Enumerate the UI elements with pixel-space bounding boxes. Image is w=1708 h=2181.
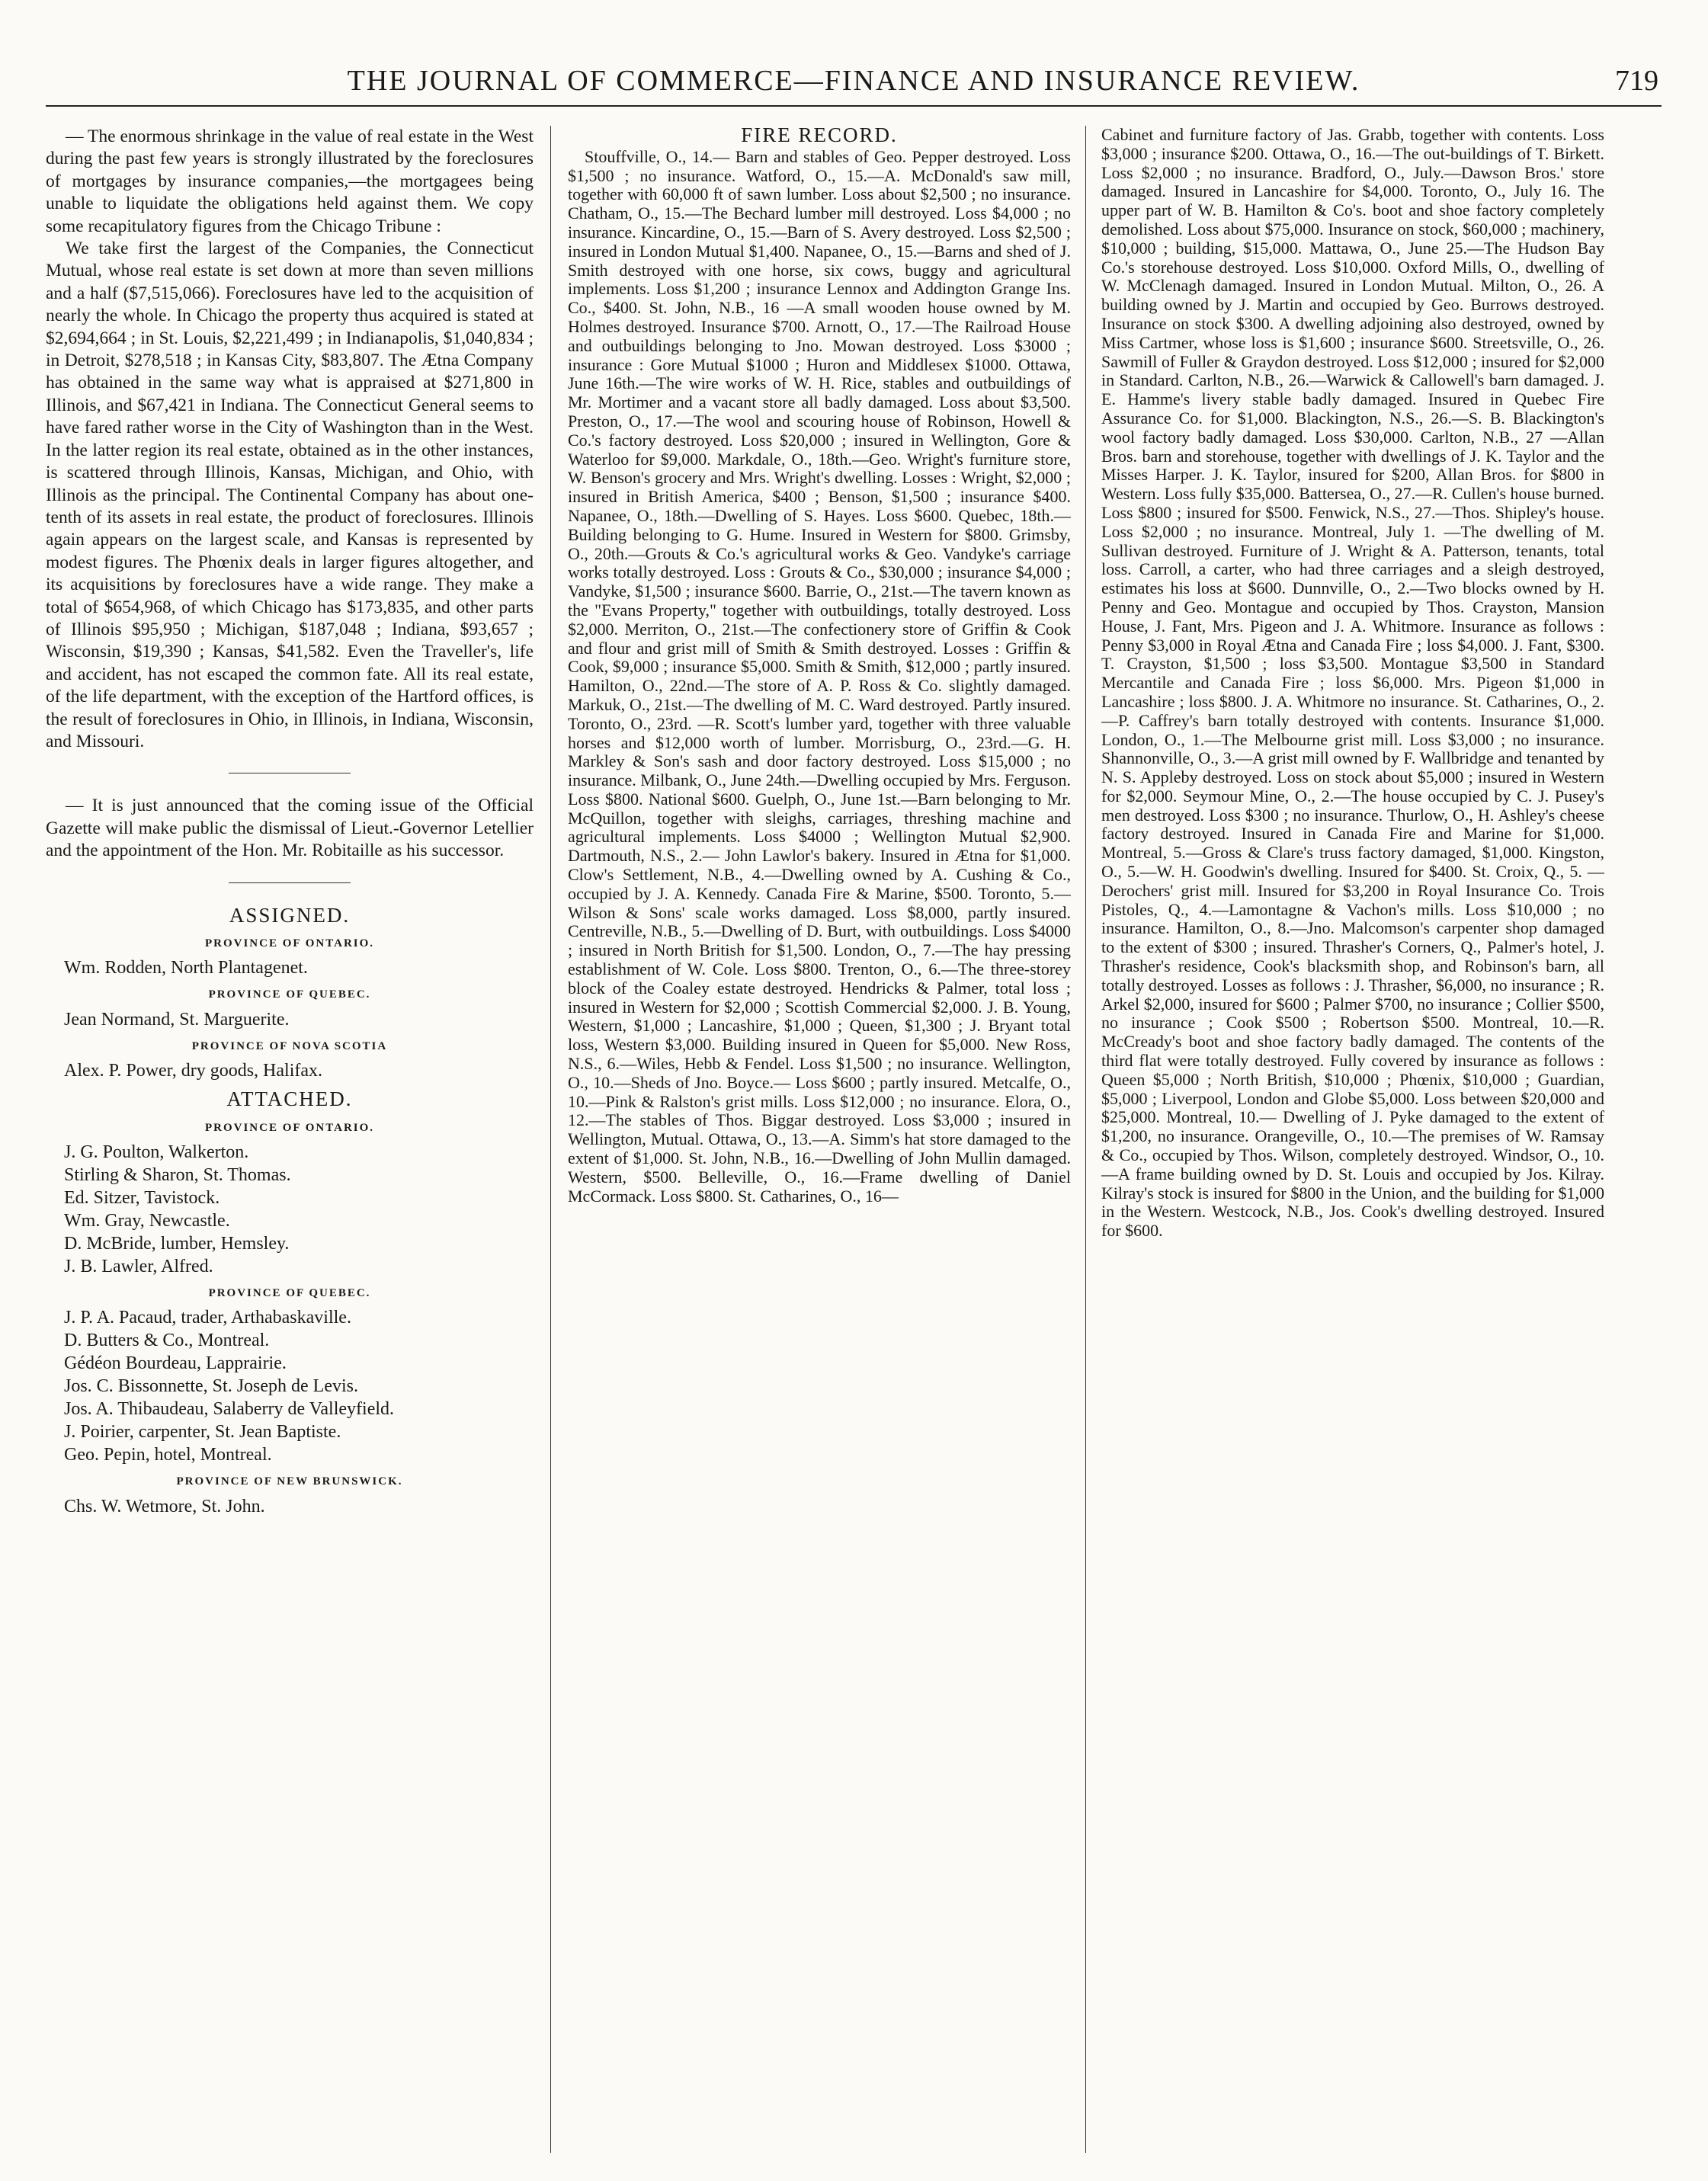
province-heading: PROVINCE OF NOVA SCOTIA [191, 1039, 388, 1052]
province-heading: PROVINCE OF NEW BRUNSWICK. [176, 1475, 403, 1488]
list-item: Alex. P. Power, dry goods, Halifax. [64, 1061, 322, 1081]
list-item: Ed. Sitzer, Tavistock. [64, 1188, 220, 1209]
attached-heading: ATTACHED. [226, 1087, 353, 1111]
province-heading: PROVINCE OF ONTARIO. [204, 1121, 375, 1134]
list-item: Chs. W. Wetmore, St. John. [64, 1496, 265, 1516]
column-left [46, 126, 534, 2153]
fire-record-text-continued: Cabinet and furniture factory of Jas. Grabb, together with contents. Loss $3,000 ; insurance $200. Ottawa, O., 16.—The out-buildings of T. Birkett. Loss $2,000 ; no insurance. Bradford, O., July.—Dawson Bros.' store damaged. Insured in Lancashire for $4,000. Toronto, O., July 16. The upper part of W. B. Hamilton & Co's. boot and shoe factory completely demolished. Loss about $75,000. Insurance on stock, $60,000 ; machinery, $10,000 ; building, $15,000. Mattawa, O., June 25.—The Hudson Bay Co.'s storehouse destroyed. Loss $10,000. Oxford Mills, O., dwelling of W. McClenagh damaged. Insured in London Mutual. Milton, O., 26. A building owned by J. Martin and occupied by Geo. Burrows destroyed. Insurance on stock $300. A dwelling adjoining also destroyed, owned by Miss Cartmer, whose loss is $1,600 ; insurance $600. Streetsville, O., 26. Sawmill of Fuller & Graydon destroyed. Loss $12,000 ; insured for $2,000 in Standard. Carlton, N.B., 26.—Warwick & Callowell's barn damaged. J. E. Hamme's livery stable badly damaged. Insured in Quebec Fire Assurance Co. for $1,000. Blackington, N.S., 26.—S. B. Blackington's wool factory badly damaged. Loss $30,000. Carlton, N.B., 27 —Allan Bros. barn and storehouse, together with dwellings of J. K. Taylor and the Misses Harper. J. K. Taylor, insured for $200, Allan Bros. for $800 in Western. Loss fully $35,000. Battersea, O., 27.—R. Cullen's house burned. Loss $800 ; insured for $500. Fenwick, N.S., 27.—Thos. Shipley's house. Loss $2,000 ; no insurance. Montreal, July 1. —The dwelling of M. Sullivan destroyed. Furniture of J. Wright & A. Patterson, tenants, total loss. Carroll, a carter, who had three carriages and a sleigh destroyed, estimates his loss at $600. Dunnville, O., 2.—Two blocks owned by H. Penny and Geo. Montague and occupied by Thos. Crayston, Mansion House, J. Fant, Mrs. Pigeon and J. A. Whitmore. Insurance as follows : Penny $3,000 in Royal Ætna and Canada Fire ; loss $4,000. J. Fant, $300. T. Crayston, $1,500 ; loss $3,500. Montague $3,500 in Standard Mercantile and Canada Fire ; loss $6,000. Mrs. Pigeon $1,000 in Lancashire ; loss $800. J. A. Whitmore no insurance. St. Catharines, O., 2.—P. Caffrey's barn totally destroyed with contents. Insurance $1,000. London, O., 1.—The Melbourne grist mill. Loss $3,000 ; no insurance. Shannonville, O., 3.—A grist mill owned by F. Wallbridge and tenanted by N. S. Appleby destroyed. Loss on stock about $5,000 ; insured in Western for $2,000. Seymour Mine, O., 2.—The house occupied by C. J. Pusey's men destroyed. Loss $300 ; no insurance. Thurlow, O., H. Ashley's cheese factory destroyed. Insured in Canada Fire and Marine for $1,000. Montreal, 5.—Gross & Clare's truss factory damaged, $1,000. Kingston, O., 5.—W. H. Goodwin's dwelling. Insured for $400. St. Croix, Q., 5. —Derochers' grist mill. Insured for $3,200 in Royal Insurance Co. Trois Pistoles, Q., 4.—Lamontagne & Vachon's mills. Loss $10,000 ; no insurance. Hamilton, O., 8.—Jno. Malcomson's carpenter shop damaged to the extent of $300 ; insured. Thrasher's Corners, Q., Palmer's hotel, J. Thrasher's residence, Cook's blacksmith shop, and Robinson's barn, all totally destroyed. Losses as follows : J. Thrasher, $6,000, no insurance ; R. Arkel $2,000, insured for $600 ; Palmer $700, no insurance ; Collier $500, no insurance ; Cook $500 ; Robertson $500. Montreal, 10.—R. McCready's boot and shoe factory badly damaged. The contents of the third flat were totally destroyed. Fully covered by insurance as follows : Queen $5,000 ; North British, $10,000 ; Phœnix, $10,000 ; Guardian, $5,000 ; Liverpool, London and Globe $5,000. Loss between $20,000 and $25,000. Montreal, 10.— Dwelling of J. Pyke damaged to the extent of $1,200, no insurance. Orangeville, O., 10.—The premises of W. Ramsay & Co., occupied by Thos. Wilson, completely destroyed. Windsor, O., 10.—A frame building owned by D. St. Louis and occupied by Jos. Kilray. Kilray's stock is insured for $800 in the Union, and the building for $1,000 in the Western. Westcock, N.B., Jos. Cook's dwelling destroyed. Insured for $600. [1101, 126, 1604, 1241]
article-paragraph: We take first the largest of the Companies, the Connecticut Mutual, whose real estate is set down at more than seven millions and a half ($7,515,066). Foreclosures have led to the acquisition of nearly the whole. In Chicago the property thus acquired is stated at $2,694,664 ; in St. Louis, $2,221,499 ; in Indianapolis, $1,040,834 ; in Detroit, $278,518 ; in Kansas City, $83,807. The Ætna Company has obtained in the same way what is appraised at $271,800 in Illinois, and $67,421 in Indiana. The Connecticut General seems to have fared rather worse in the City of Washington than in the West. In the latter region its real estate, obtained as in the other instances, is scattered through Illinois, Kansas, Michigan, and Ohio, with Illinois as the principal. The Continental Company has about one-tenth of its assets in real estate, the product of foreclosures. Illinois again appears on the largest scale, and Kansas is represented by modest figures. The Phœnix deals in larger figures altogether, and its acquisitions by foreclosures have a wide range. They make a total of $654,968, of which Chicago has $173,835, and other parts of Illinois $95,950 ; Michigan, $187,048 ; Indiana, $93,657 ; Wisconsin, $19,390 ; Kansas, $41,582. Even the Traveller's, life and accident, has not escaped the common fate. All its real estate, of the life department, with the exception of the Hartford offices, is the result of foreclosures in Ohio, in Illinois, in Indiana, Wisconsin, and Missouri. [46, 239, 534, 751]
separator-rule [229, 882, 351, 883]
journal-title: THE JOURNAL OF COMMERCE—FINANCE AND INSURANCE REVIEW. [347, 65, 1360, 97]
list-item: Gédéon Bourdeau, Lapprairie. [64, 1353, 287, 1374]
province-heading: PROVINCE OF QUEBEC. [208, 1287, 371, 1300]
article-paragraph: — It is just announced that the coming issue of the Official Gazette will make public the dismissal of Lieut.-Governor Letellier and the appointment of the Hon. Mr. Robitaille as his successor. [46, 796, 534, 861]
province-heading: PROVINCE OF ONTARIO. [204, 937, 375, 950]
list-item: D. Butters & Co., Montreal. [64, 1331, 270, 1351]
fire-record-heading: FIRE RECORD. [741, 126, 898, 146]
column-middle [568, 126, 1071, 2153]
fire-record-text: Stouffville, O., 14.— Barn and stables of Geo. Pepper destroyed. Loss $1,500 ; no insurance. Watford, O., 15.—A. McDonald's saw mill, together with 60,000 ft of sawn lumber. Loss about $2,500 ; no insurance. Chatham, O., 15.—The Bechard lumber mill destroyed. Loss $4,000 ; no insurance. Kincardine, O., 15.—Barn of S. Avery destroyed. Loss $2,500 ; insured in London Mutual $1,400. Napanee, O., 15.—Barns and shed of J. Smith destroyed with one horse, six cows, buggy and agricultural implements. Loss $1,200 ; insurance Lennox and Addington Grange Ins. Co., $400. St. John, N.B., 16 —A small wooden house owned by M. Holmes destroyed. Insurance $700. Arnott, O., 17.—The Railroad House and outbuildings belonging to Jno. Mowan destroyed. Loss $3000 ; insurance : Gore Mutual $1000 ; Huron and Middlesex $1000. Ottawa, June 16th.—The wire works of W. H. Rice, stables and outbuildings of Mr. Mortimer and a vacant store all badly damaged. Loss about $3,500. Preston, O., 17.—The wool and scouring house of Robinson, Howell & Co.'s factory destroyed. Loss $20,000 ; insured in Wellington, Gore & Waterloo for $9,000. Markdale, O., 18th.—Geo. Wright's furniture store, W. Benson's grocery and Mrs. Wright's dwelling. Losses : Wright, $2,000 ; insured in British America, $400 ; Benson, $1,500 ; insurance $400. Napanee, O., 18th.—Dwelling of S. Hayes. Loss $600. Quebec, 18th.—Building belonging to G. Hume. Insured in Western for $800. Grimsby, O., 20th.—Grouts & Co.'s agricultural works & Geo. Vandyke's carriage works totally destroyed. Loss : Grouts & Co., $30,000 ; insurance $4,000 ; Vandyke, $1,500 ; insurance $600. Barrie, O., 21st.—The tavern known as the "Evans Property," together with outbuildings, totally destroyed. Loss $2,000. Merriton, O., 21st.—The confectionery store of Griffin & Cook and flour and grist mill of Smith & Smith destroyed. Losses : Griffin & Cook, $9,000 ; insurance $5,000. Smith & Smith, $12,000 ; partly insured. Hamilton, O., 22nd.—The store of A. P. Ross & Co. slightly damaged. Markuk, O., 21st.—The dwelling of M. C. Ward destroyed. Partly insured. Toronto, O., 23rd. —R. Scott's lumber yard, together with three valuable horses and $12,000 worth of lumber. Morrisburg, O., 23rd.—G. H. Markley & Son's sash and door factory destroyed. Loss $15,000 ; no insurance. Milbank, O., June 24th.—Dwelling occupied by Mrs. Ferguson. Loss $800. National $600. Guelph, O., June 1st.—Barn belonging to Mr. McQuillon, together with sleighs, carriages, threshing machine and agricultural implements. Loss $4000 ; Wellington Mutual $2,900. Dartmouth, N.S., 2.— John Lawlor's bakery. Insured in Ætna for $1,000. Clow's Settlement, N.B., 4.—Dwelling owned by A. Cushing & Co., occupied by J. A. Kennedy. Canada Fire & Marine, $500. Toronto, 5.—Wilson & Sons' scale works damaged. Loss $8,000, partly insured. Centreville, N.B., 5.—Dwelling of D. Burt, with outbuildings. Loss $4000 ; insured in North British for $1,500. London, O., 7.—The hay pressing establishment of W. Cole. Loss $800. Trenton, O., 6.—The three-storey block of the Coaley estate destroyed. Hendricks & Palmer, total loss ; insured in Western for $2,000 ; Scottish Commercial $2,000. J. B. Young, Western, $1,000 ; Lancashire, $1,000 ; Queen, $1,300 ; J. Bryant total loss, Western $3,000. Building insured in Queen for $5,000. New Ross, N.S., 6.—Wiles, Hebb & Fendel. Loss $1,500 ; no insurance. Wellington, O., 10.—Sheds of Jno. Boyce.— Loss $600 ; partly insured. Metcalfe, O., 10.—Pink & Ralston's grist mills. Loss $12,000 ; no insurance. Elora, O., 12.—The stables of Thos. Biggar destroyed. Loss $3,000 ; insured in Wellington, Mutual. Ottawa, O., 13.—A. Simm's hat store damaged to the extent of $1,000. St. John, N.B., 16.—Dwelling of John Mullin damaged. Western, $500. Belleville, O., 16.—Frame dwelling of Daniel McCormack. Loss $800. St. Catharines, O., 16— [568, 146, 1071, 1206]
list-item: J. P. A. Pacaud, trader, Arthabaskaville. [64, 1308, 351, 1328]
list-item: Jos. A. Thibaudeau, Salaberry de Valleyfield. [64, 1399, 395, 1420]
list-item: Wm. Gray, Newcastle. [64, 1211, 230, 1231]
list-item: Jean Normand, St. Marguerite. [64, 1009, 290, 1030]
list-item: J. B. Lawler, Alfred. [64, 1257, 213, 1277]
list-item: Geo. Pepin, hotel, Montreal. [64, 1445, 272, 1465]
list-item: D. McBride, lumber, Hemsley. [64, 1234, 290, 1254]
column-divider [550, 126, 551, 2153]
page-number: 719 [1615, 65, 1658, 97]
list-item: J. G. Poulton, Walkerton. [64, 1142, 249, 1163]
article-paragraph: — The enormous shrinkage in the value of real estate in the West during the past few years is strongly illustrated by the foreclosures of mortgages by insurance companies,—the mortgagees being unable to liquidate the obligations held against them. We copy some recapitulatory figures from the Chicago Tribune : [46, 127, 534, 236]
gazette-notice [46, 795, 534, 862]
column-right [1101, 126, 1604, 2153]
foreclosures-article [46, 126, 534, 753]
list-item: Wm. Rodden, North Plantagenet. [64, 958, 308, 978]
list-item: J. Poirier, carpenter, St. Jean Baptiste. [64, 1422, 341, 1443]
column-divider [1085, 126, 1086, 2153]
assigned-heading: ASSIGNED. [229, 903, 351, 927]
province-heading: PROVINCE OF QUEBEC. [208, 988, 371, 1001]
list-item: Jos. C. Bissonnette, St. Joseph de Levis. [64, 1376, 359, 1397]
list-item: Stirling & Sharon, St. Thomas. [64, 1165, 291, 1186]
page-header [46, 59, 1662, 107]
